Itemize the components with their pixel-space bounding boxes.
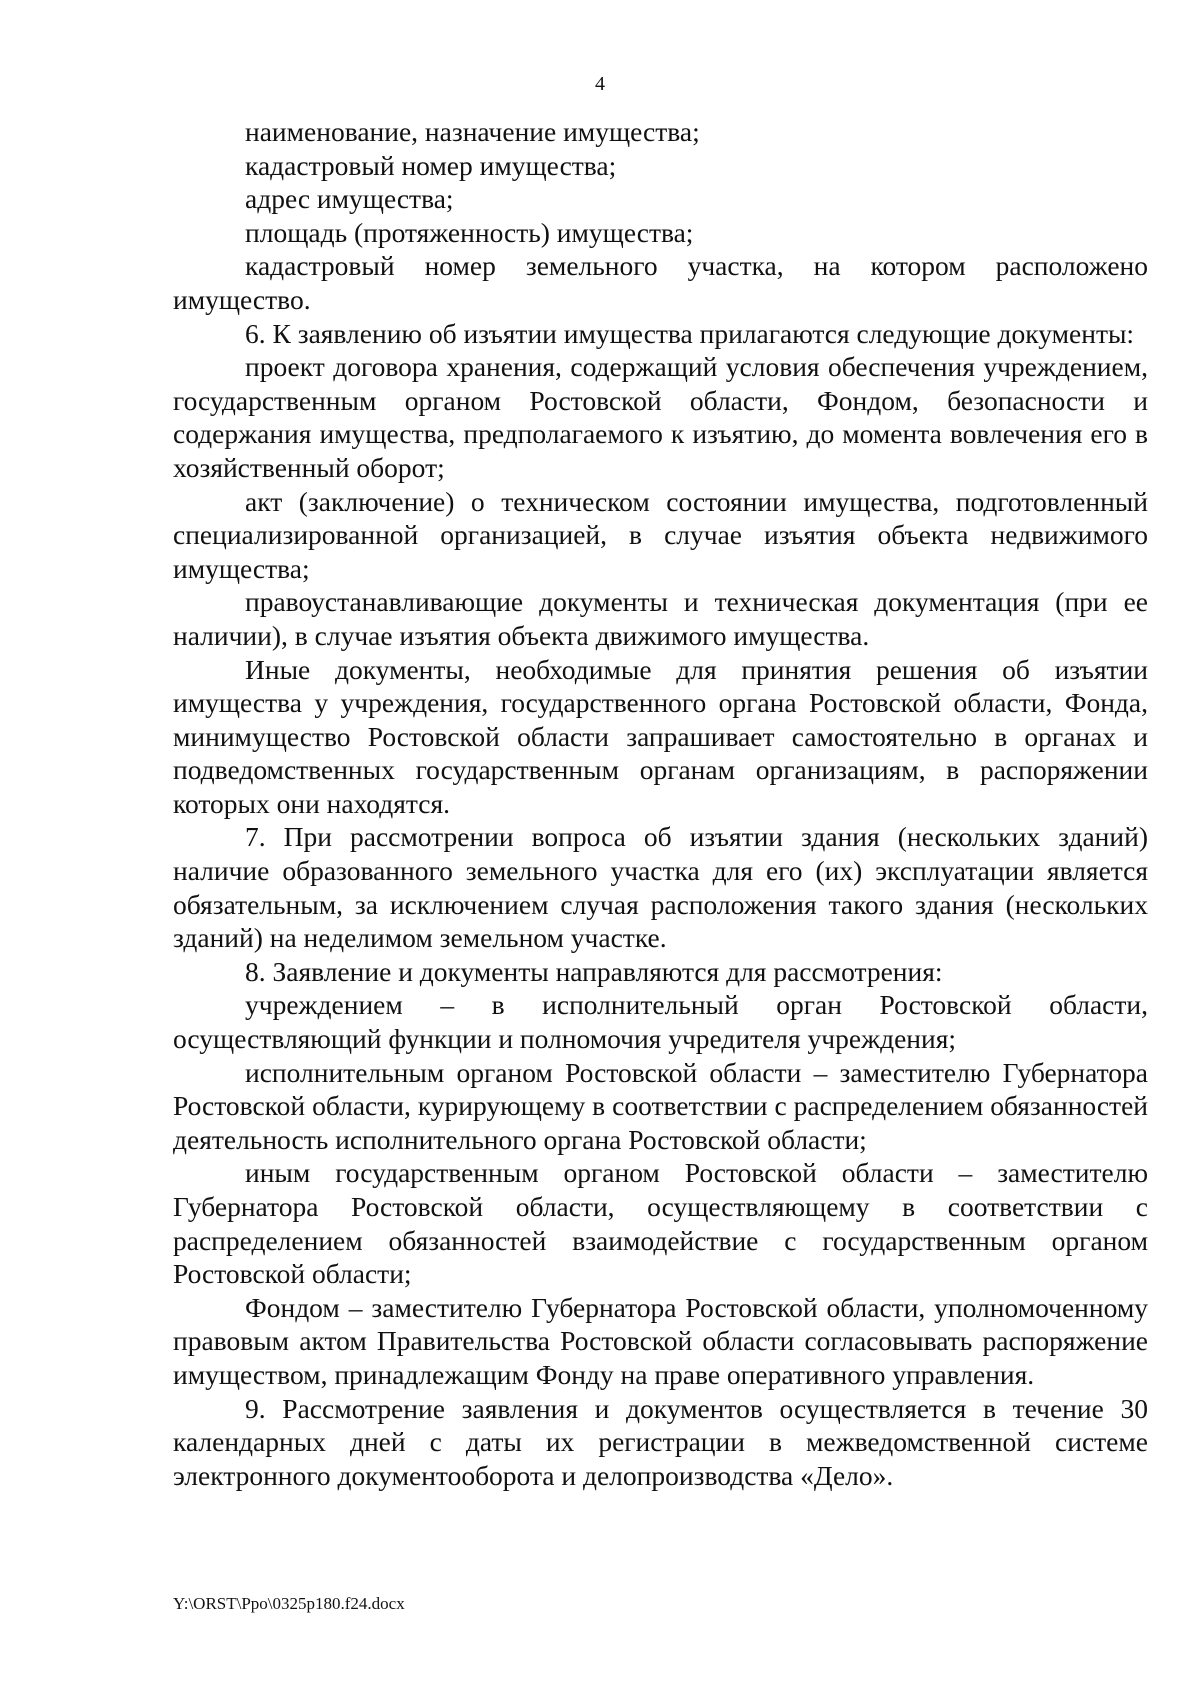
paragraph: Иные документы, необходимые для принятия решения об изъятии имущества у учреждения, государственного органа Ростовской области, Фонда, минимущество Ростовской области запрашивает самостоятельно в органах и подведомственных государственным органам организациям, в распоряжении которых они находятся. (173, 653, 1148, 819)
paragraph: площадь (протяженность) имущества; (245, 216, 694, 248)
paragraph: правоустанавливающие документы и техническая документация (при ее наличии), в случае изъятия объекта движимого имущества. (173, 586, 1148, 651)
paragraph: 7. При рассмотрении вопроса об изъятии здания (нескольких зданий) наличие образованного земельного участка для его (их) эксплуатации является обязательным, за исключением случая расположения такого здания (нескольких зданий) на неделимом земельном участке. (173, 821, 1148, 954)
paragraph: 6. К заявлению об изъятии имущества прилагаются следующие документы: (245, 317, 1135, 349)
paragraph: иным государственным органом Ростовской области – заместителю Губернатора Ростовской области, осуществляющему в соответствии с распределением обязанностей взаимодействие с государственным органом Ростовской области; (173, 1157, 1148, 1290)
paragraph: 8. Заявление и документы направляются для рассмотрения: (245, 955, 943, 987)
paragraph: кадастровый номер имущества; (245, 149, 617, 181)
paragraph: акт (заключение) о техническом состоянии имущества, подготовленный специализированной организацией, в случае изъятия объекта недвижимого имущества; (173, 485, 1148, 584)
paragraph: наименование, назначение имущества; (245, 116, 700, 147)
document-body (173, 115, 1148, 1492)
page-number: 4 (595, 73, 605, 95)
paragraph: кадастровый номер земельного участка, на котором расположено имущество. (173, 250, 1148, 315)
footer-file-path: Y:\ORST\Ppo\0325p180.f24.docx (173, 1594, 405, 1613)
paragraph: учреждением – в исполнительный орган Ростовской области, осуществляющий функции и полномочия учредителя учреждения; (173, 989, 1148, 1055)
paragraph: Фондом – заместителю Губернатора Ростовской области, уполномоченному правовым актом Правительства Ростовской области согласовывать распоряжение имуществом, принадлежащим Фонду на праве оперативного управления. (173, 1291, 1148, 1390)
paragraph: адрес имущества; (245, 183, 454, 215)
paragraph: 9. Рассмотрение заявления и документов осуществляется в течение 30 календарных дней с даты их регистрации в межведомственной системе электронного документооборота и делопроизводства «Дело». (173, 1392, 1148, 1491)
paragraph: проект договора хранения, содержащий условия обеспечения учреждением, государственным органом Ростовской области, Фондом, безопасности и содержания имущества, предполагаемого к изъятию, до момента вовлечения его в хозяйственный оборот; (173, 351, 1148, 483)
paragraph: исполнительным органом Ростовской области – заместителю Губернатора Ростовской области, курирующему в соответствии с распределением обязанностей деятельность исполнительного органа Ростовской области; (173, 1056, 1148, 1155)
